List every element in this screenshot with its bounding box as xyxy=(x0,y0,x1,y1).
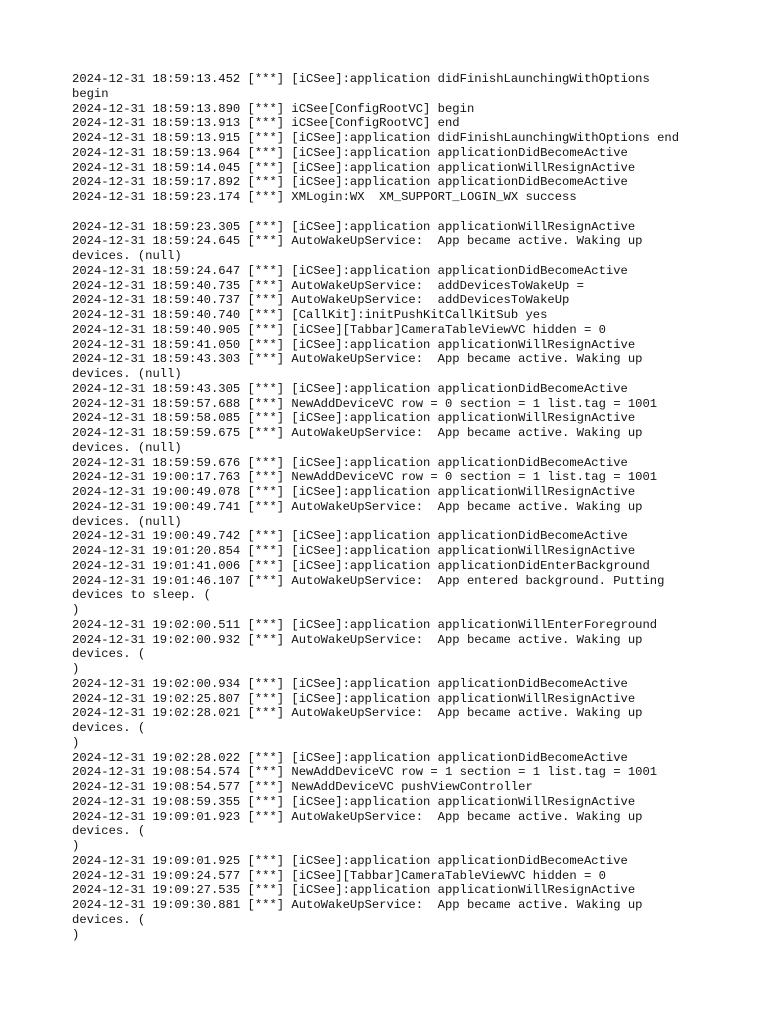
log-line: 2024-12-31 19:01:46.107 [***] AutoWakeUpService: App entered background. Putting devices to sleep. ( ) xyxy=(72,573,665,617)
log-line: 2024-12-31 19:08:59.355 [***] [iCSee]:application applicationWillResignActive xyxy=(72,794,636,809)
log-line: 2024-12-31 19:02:00.934 [***] [iCSee]:application applicationDidBecomeActive xyxy=(72,676,628,691)
log-line: 2024-12-31 19:02:28.022 [***] [iCSee]:application applicationDidBecomeActive xyxy=(72,750,628,765)
log-line: 2024-12-31 18:59:23.305 [***] [iCSee]:application applicationWillResignActive xyxy=(72,219,636,234)
log-line: 2024-12-31 18:59:24.647 [***] [iCSee]:application applicationDidBecomeActive xyxy=(72,263,628,278)
log-line: 2024-12-31 18:59:41.050 [***] [iCSee]:application applicationWillResignActive xyxy=(72,337,636,352)
log-line: 2024-12-31 18:59:13.890 [***] iCSee[ConfigRootVC] begin xyxy=(72,101,475,116)
log-line: 2024-12-31 18:59:43.303 [***] AutoWakeUpService: App became active. Waking up devices. (null) xyxy=(72,352,643,381)
log-line: 2024-12-31 19:00:49.078 [***] [iCSee]:application applicationWillResignActive xyxy=(72,485,636,499)
log-line: 2024-12-31 19:09:30.881 [***] AutoWakeUpService: App became active. Waking up devices. ( ) xyxy=(72,898,643,942)
log-line: 2024-12-31 19:00:49.741 [***] AutoWakeUpService: App became active. Waking up devices. (null) xyxy=(72,499,643,529)
log-line: 2024-12-31 18:59:40.737 [***] AutoWakeUpService: addDevicesToWakeUp xyxy=(72,293,570,308)
log-line: 2024-12-31 19:09:27.535 [***] [iCSee]:application applicationWillResignActive xyxy=(72,883,636,898)
log-line: 2024-12-31 19:02:00.932 [***] AutoWakeUpService: App became active. Waking up devices. ( ) xyxy=(72,632,643,676)
log-line: 2024-12-31 18:59:58.085 [***] [iCSee]:application applicationWillResignActive xyxy=(72,411,636,426)
log-line: 2024-12-31 18:59:13.913 [***] iCSee[ConfigRootVC] end xyxy=(72,116,460,131)
log-line: 2024-12-31 19:02:28.021 [***] AutoWakeUpService: App became active. Waking up devices. ( ) xyxy=(72,706,643,750)
log-line: 2024-12-31 18:59:17.892 [***] [iCSee]:application applicationDidBecomeActive xyxy=(72,175,628,190)
log-line: 2024-12-31 18:59:43.305 [***] [iCSee]:application applicationDidBecomeActive xyxy=(72,381,628,396)
log-line: 2024-12-31 19:02:00.511 [***] [iCSee]:application applicationWillEnterForeground xyxy=(72,617,658,632)
log-line: 2024-12-31 19:08:54.577 [***] NewAddDeviceVC pushViewController xyxy=(72,780,533,794)
log-line: 2024-12-31 18:59:59.676 [***] [iCSee]:application applicationDidBecomeActive xyxy=(72,455,628,470)
log-line: 2024-12-31 18:59:13.964 [***] [iCSee]:application applicationDidBecomeActive xyxy=(72,145,628,160)
log-line: 2024-12-31 18:59:40.740 [***] [CallKit]:initPushKitCallKitSub yes xyxy=(72,308,548,322)
log-line: 2024-12-31 19:00:17.763 [***] NewAddDeviceVC row = 0 section = 1 list.tag = 1001 xyxy=(72,470,658,485)
log-line: 2024-12-31 19:08:54.574 [***] NewAddDeviceVC row = 1 section = 1 list.tag = 1001 xyxy=(72,765,658,780)
log-line: 2024-12-31 19:02:25.807 [***] [iCSee]:application applicationWillResignActive xyxy=(72,691,636,706)
log-line: 2024-12-31 19:01:41.006 [***] [iCSee]:application applicationDidEnterBackground xyxy=(72,558,650,573)
log-line: 2024-12-31 18:59:23.174 [***] XMLogin:WX XM_SUPPORT_LOGIN_WX success xyxy=(72,190,577,204)
log-document xyxy=(72,72,732,942)
log-line xyxy=(72,205,732,220)
log-line: 2024-12-31 18:59:59.675 [***] AutoWakeUpService: App became active. Waking up devices. (null) xyxy=(72,426,643,455)
log-line: 2024-12-31 19:09:01.923 [***] AutoWakeUpService: App became active. Waking up devices. ( ) xyxy=(72,809,643,853)
log-line: 2024-12-31 18:59:14.045 [***] [iCSee]:application applicationWillResignActive xyxy=(72,160,636,175)
log-line: 2024-12-31 18:59:13.452 [***] [iCSee]:application didFinishLaunchingWithOptions begin xyxy=(72,72,650,101)
log-line: 2024-12-31 18:59:40.905 [***] [iCSee][Tabbar]CameraTableViewVC hidden = 0 xyxy=(72,322,606,337)
log-line: 2024-12-31 18:59:24.645 [***] AutoWakeUpService: App became active. Waking up devices. (null) xyxy=(72,234,643,263)
log-line: 2024-12-31 19:01:20.854 [***] [iCSee]:application applicationWillResignActive xyxy=(72,544,636,558)
log-line: 2024-12-31 18:59:13.915 [***] [iCSee]:application didFinishLaunchingWithOptions end xyxy=(72,131,680,145)
log-line: 2024-12-31 19:09:01.925 [***] [iCSee]:application applicationDidBecomeActive xyxy=(72,853,628,868)
log-line: 2024-12-31 18:59:57.688 [***] NewAddDeviceVC row = 0 section = 1 list.tag = 1001 xyxy=(72,396,658,411)
log-line: 2024-12-31 18:59:40.735 [***] AutoWakeUpService: addDevicesToWakeUp = xyxy=(72,278,584,293)
log-line: 2024-12-31 19:00:49.742 [***] [iCSee]:application applicationDidBecomeActive xyxy=(72,529,628,544)
log-line: 2024-12-31 19:09:24.577 [***] [iCSee][Tabbar]CameraTableViewVC hidden = 0 xyxy=(72,868,606,883)
